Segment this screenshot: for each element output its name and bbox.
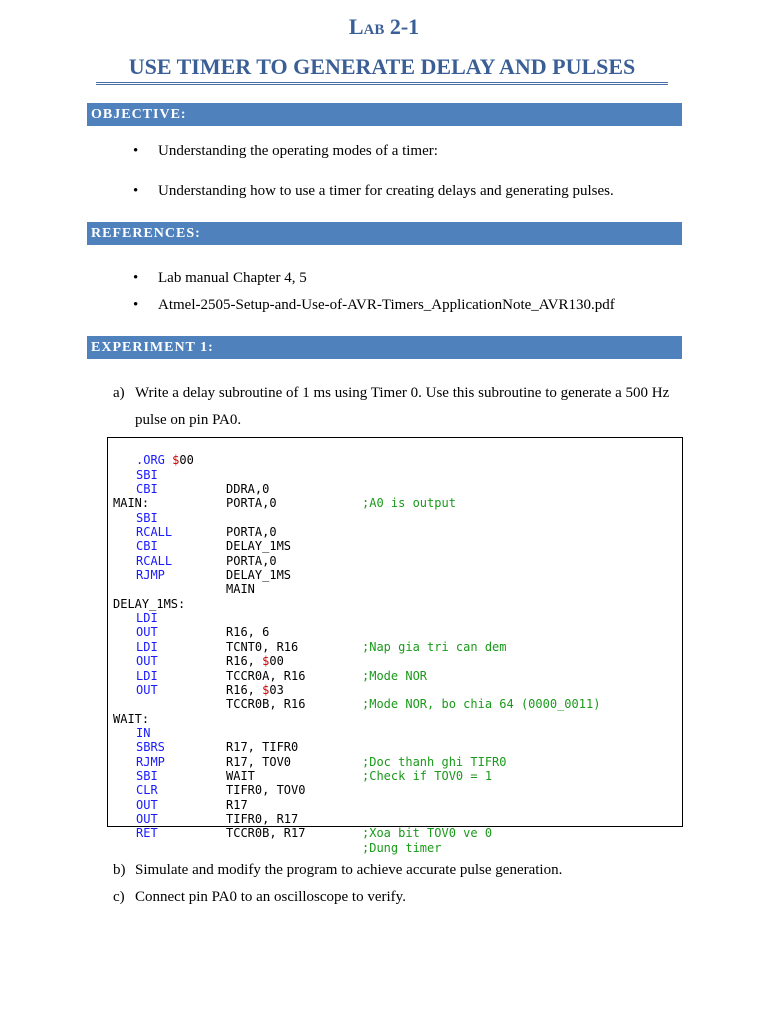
reference-item-text: Atmel-2505-Setup-and-Use-of-AVR-Timers_ApplicationNote_AVR130.pdf bbox=[158, 297, 615, 313]
lab-subtitle: USE TIMER TO GENERATE DELAY AND PULSES bbox=[96, 54, 668, 85]
code-line bbox=[113, 439, 194, 468]
code-comment: ;Dung timer bbox=[362, 840, 442, 855]
item-label: b) bbox=[113, 862, 126, 878]
code-operand: PORTA,0 bbox=[226, 496, 277, 511]
code-opcode: IN bbox=[136, 725, 151, 740]
item-text: Connect pin PA0 to an oscilloscope to verify. bbox=[135, 889, 406, 905]
bullet-icon: • bbox=[133, 297, 139, 313]
code-operand: MAIN bbox=[226, 582, 255, 597]
code-operand: R16, $00 bbox=[226, 654, 284, 669]
code-opcode: RCALL bbox=[136, 553, 173, 568]
bullet-icon: • bbox=[133, 183, 139, 199]
code-operand: R16, $03 bbox=[226, 682, 284, 697]
code-operand: R17, TOV0 bbox=[226, 754, 292, 769]
item-text: Simulate and modify the program to achieve accurate pulse generation. bbox=[135, 862, 563, 878]
item-label: a) bbox=[113, 385, 125, 401]
reference-item-text: Lab manual Chapter 4, 5 bbox=[158, 270, 307, 286]
code-operand: DELAY_1MS bbox=[226, 568, 292, 583]
code-opcode: SBRS bbox=[136, 740, 165, 755]
code-line bbox=[113, 582, 186, 611]
experiment-heading: EXPERIMENT 1: bbox=[87, 336, 682, 359]
code-opcode: RET bbox=[136, 826, 158, 841]
code-operand: R17, TIFR0 bbox=[226, 740, 299, 755]
objective-heading: OBJECTIVE: bbox=[87, 103, 682, 126]
code-comment: ;Nap gia tri can dem bbox=[362, 639, 507, 654]
code-blank-line bbox=[113, 683, 156, 697]
code-operand: TCCR0A, R16 bbox=[226, 668, 306, 683]
code-blank-line bbox=[113, 568, 156, 582]
code-opcode: OUT bbox=[136, 625, 158, 640]
code-listing bbox=[107, 437, 683, 855]
objective-item-text: Understanding the operating modes of a timer: bbox=[158, 143, 438, 159]
code-comment: ;A0 is output bbox=[362, 496, 456, 511]
code-opcode: RJMP bbox=[136, 568, 165, 583]
code-operand: WAIT bbox=[226, 768, 255, 783]
objective-item-text: Understanding how to use a timer for creating delays and generating pulses. bbox=[158, 183, 614, 199]
code-operand: TCCR0B, R16 bbox=[226, 697, 306, 712]
code-operand: PORTA,0 bbox=[226, 553, 277, 568]
bullet-icon: • bbox=[133, 143, 139, 159]
code-label: DELAY_1MS: bbox=[113, 596, 186, 611]
item-text: pulse on pin PA0. bbox=[135, 412, 242, 428]
references-heading: REFERENCES: bbox=[87, 222, 682, 245]
code-opcode: CBI bbox=[136, 482, 158, 497]
code-line bbox=[113, 697, 156, 726]
item-text: Write a delay subroutine of 1 ms using Timer 0. Use this subroutine to generate a 500 Hz bbox=[135, 385, 670, 401]
code-opcode: OUT bbox=[136, 811, 158, 826]
code-opcode: LDI bbox=[136, 668, 158, 683]
code-operand: R16, 6 bbox=[226, 625, 270, 640]
code-operand: DELAY_1MS bbox=[226, 539, 292, 554]
code-comment: ;Check if TOV0 = 1 bbox=[362, 768, 493, 783]
code-opcode: LDI bbox=[136, 639, 158, 654]
code-opcode: CBI bbox=[136, 539, 158, 554]
code-opcode: RJMP bbox=[136, 754, 165, 769]
code-opcode: SBI bbox=[136, 510, 158, 525]
code-opcode: SBI bbox=[136, 467, 158, 482]
code-comment: ;Xoa bit TOV0 ve 0 bbox=[362, 826, 493, 841]
code-operand: DDRA,0 bbox=[226, 482, 270, 497]
code-opcode: CLR bbox=[136, 783, 158, 798]
code-opcode: LDI bbox=[136, 611, 158, 626]
code-opcode: SBI bbox=[136, 768, 158, 783]
lab-title: Lab 2-1 bbox=[348, 14, 420, 39]
code-operand: R17 bbox=[226, 797, 248, 812]
code-label: WAIT: bbox=[113, 711, 150, 726]
code-label: MAIN: bbox=[113, 496, 150, 511]
code-operand: PORTA,0 bbox=[226, 525, 277, 540]
code-line bbox=[113, 482, 156, 511]
code-line bbox=[113, 812, 158, 841]
item-label: c) bbox=[113, 889, 125, 905]
code-comment: ;Mode NOR, bo chia 64 (0000_0011) bbox=[362, 697, 601, 712]
code-opcode: RCALL bbox=[136, 525, 173, 540]
code-opcode: OUT bbox=[136, 797, 158, 812]
code-opcode: OUT bbox=[136, 682, 158, 697]
code-comment: ;Doc thanh ghi TIFR0 bbox=[362, 754, 507, 769]
code-operand: TIFR0, R17 bbox=[226, 811, 299, 826]
code-opcode: OUT bbox=[136, 654, 158, 669]
code-operand: TCNT0, R16 bbox=[226, 639, 299, 654]
code-operand: TIFR0, TOV0 bbox=[226, 783, 306, 798]
code-operand: TCCR0B, R17 bbox=[226, 826, 306, 841]
code-block bbox=[113, 439, 601, 855]
code-comment: ;Mode NOR bbox=[362, 668, 428, 683]
bullet-icon: • bbox=[133, 270, 139, 286]
code-directive: .ORG $00 bbox=[136, 453, 194, 468]
